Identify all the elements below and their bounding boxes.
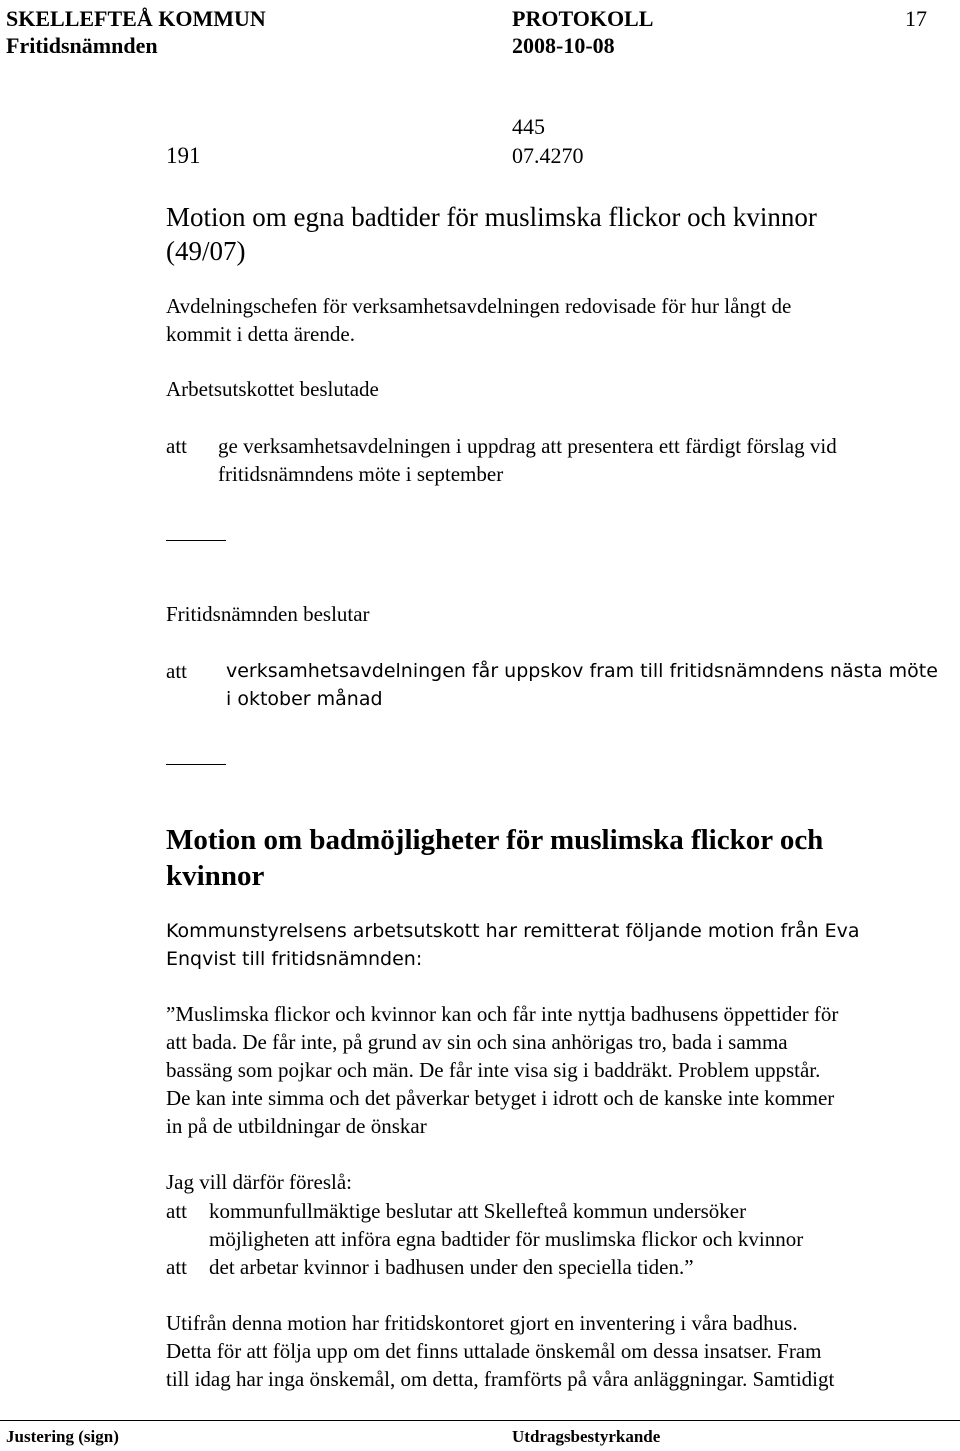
section2-intro-line1: Kommunstyrelsens arbetsutskott har remitterat följande motion från Eva [166, 920, 860, 942]
document-type: PROTOKOLL [512, 6, 654, 31]
section2-intro-line2: Enqvist till fritidsnämnden: [166, 948, 423, 970]
quote-line: ”Muslimska flickor och kvinnor kan och får inte nyttja badhusens öppettider för [166, 1002, 839, 1026]
meeting-date: 2008-10-08 [512, 33, 615, 58]
decision-heading: Fritidsnämnden beslutar [166, 602, 370, 626]
committee-name: Fritidsnämnden [6, 33, 158, 58]
proposal-att-label: att [166, 1199, 187, 1223]
divider-rule [166, 540, 226, 541]
case-ref-number: 07.4270 [512, 143, 584, 168]
section2-title-line1: Motion om badmöjligheter för muslimska flickor och [166, 824, 824, 856]
au-decision-line1: ge verksamhetsavdelningen i uppdrag att presentera ett färdigt förslag vid [218, 434, 837, 458]
paragraph-number: 191 [166, 143, 201, 168]
page-number: 17 [905, 6, 927, 31]
municipality-name: SKELLEFTEÅ KOMMUN [6, 6, 266, 31]
section1-intro-line1: Avdelningschefen för verksamhetsavdelningen redovisade för hur långt de [166, 294, 792, 318]
section2-title-line2: kvinnor [166, 860, 265, 892]
au-heading: Arbetsutskottet beslutade [166, 377, 379, 401]
decision-line1: verksamhetsavdelningen får uppskov fram till fritidsnämndens nästa möte [226, 660, 938, 682]
case-ref-top: 445 [512, 114, 545, 139]
quote-line: in på de utbildningar de önskar [166, 1114, 427, 1138]
decision-att-label: att [166, 659, 187, 683]
decision-line2: i oktober månad [226, 688, 383, 710]
proposal-att-label: att [166, 1255, 187, 1279]
closing-line: till idag har inga önskemål, om detta, framförts på våra anläggningar. Samtidigt [166, 1367, 835, 1391]
section1-title-line1: Motion om egna badtider för muslimska flickor och kvinnor [166, 202, 817, 232]
proposal-att1-line1: kommunfullmäktige beslutar att Skellefteå kommun undersöker [209, 1199, 747, 1223]
au-att-label: att [166, 434, 187, 458]
quote-line: De kan inte simma och det påverkar betyget i idrott och de kanske inte kommer [166, 1086, 835, 1110]
proposal-heading: Jag vill därför föreslå: [166, 1170, 353, 1194]
au-decision-line2: fritidsnämndens möte i september [218, 462, 504, 486]
closing-line: Utifrån denna motion har fritidskontoret gjort en inventering i våra badhus. [166, 1311, 798, 1335]
section1-title-line2: (49/07) [166, 236, 246, 266]
proposal-att1-line2: möjligheten att införa egna badtider för muslimska flickor och kvinnor [209, 1227, 804, 1251]
footer-utdragsbestyrkande: Utdragsbestyrkande [512, 1427, 661, 1446]
proposal-att2-line1: det arbetar kvinnor i badhusen under den speciella tiden.” [209, 1255, 694, 1279]
section1-intro-line2: kommit i detta ärende. [166, 322, 355, 346]
quote-line: bassäng som pojkar och män. De får inte visa sig i baddräkt. Problem uppstår. [166, 1058, 821, 1082]
footer-justering: Justering (sign) [6, 1427, 119, 1446]
quote-line: att bada. De får inte, på grund av sin och sina anhörigas tro, bada i samma [166, 1030, 788, 1054]
divider-rule [166, 764, 226, 765]
closing-line: Detta för att följa upp om det finns uttalade önskemål om dessa insatser. Fram [166, 1339, 822, 1363]
footer-rule [0, 1420, 960, 1421]
